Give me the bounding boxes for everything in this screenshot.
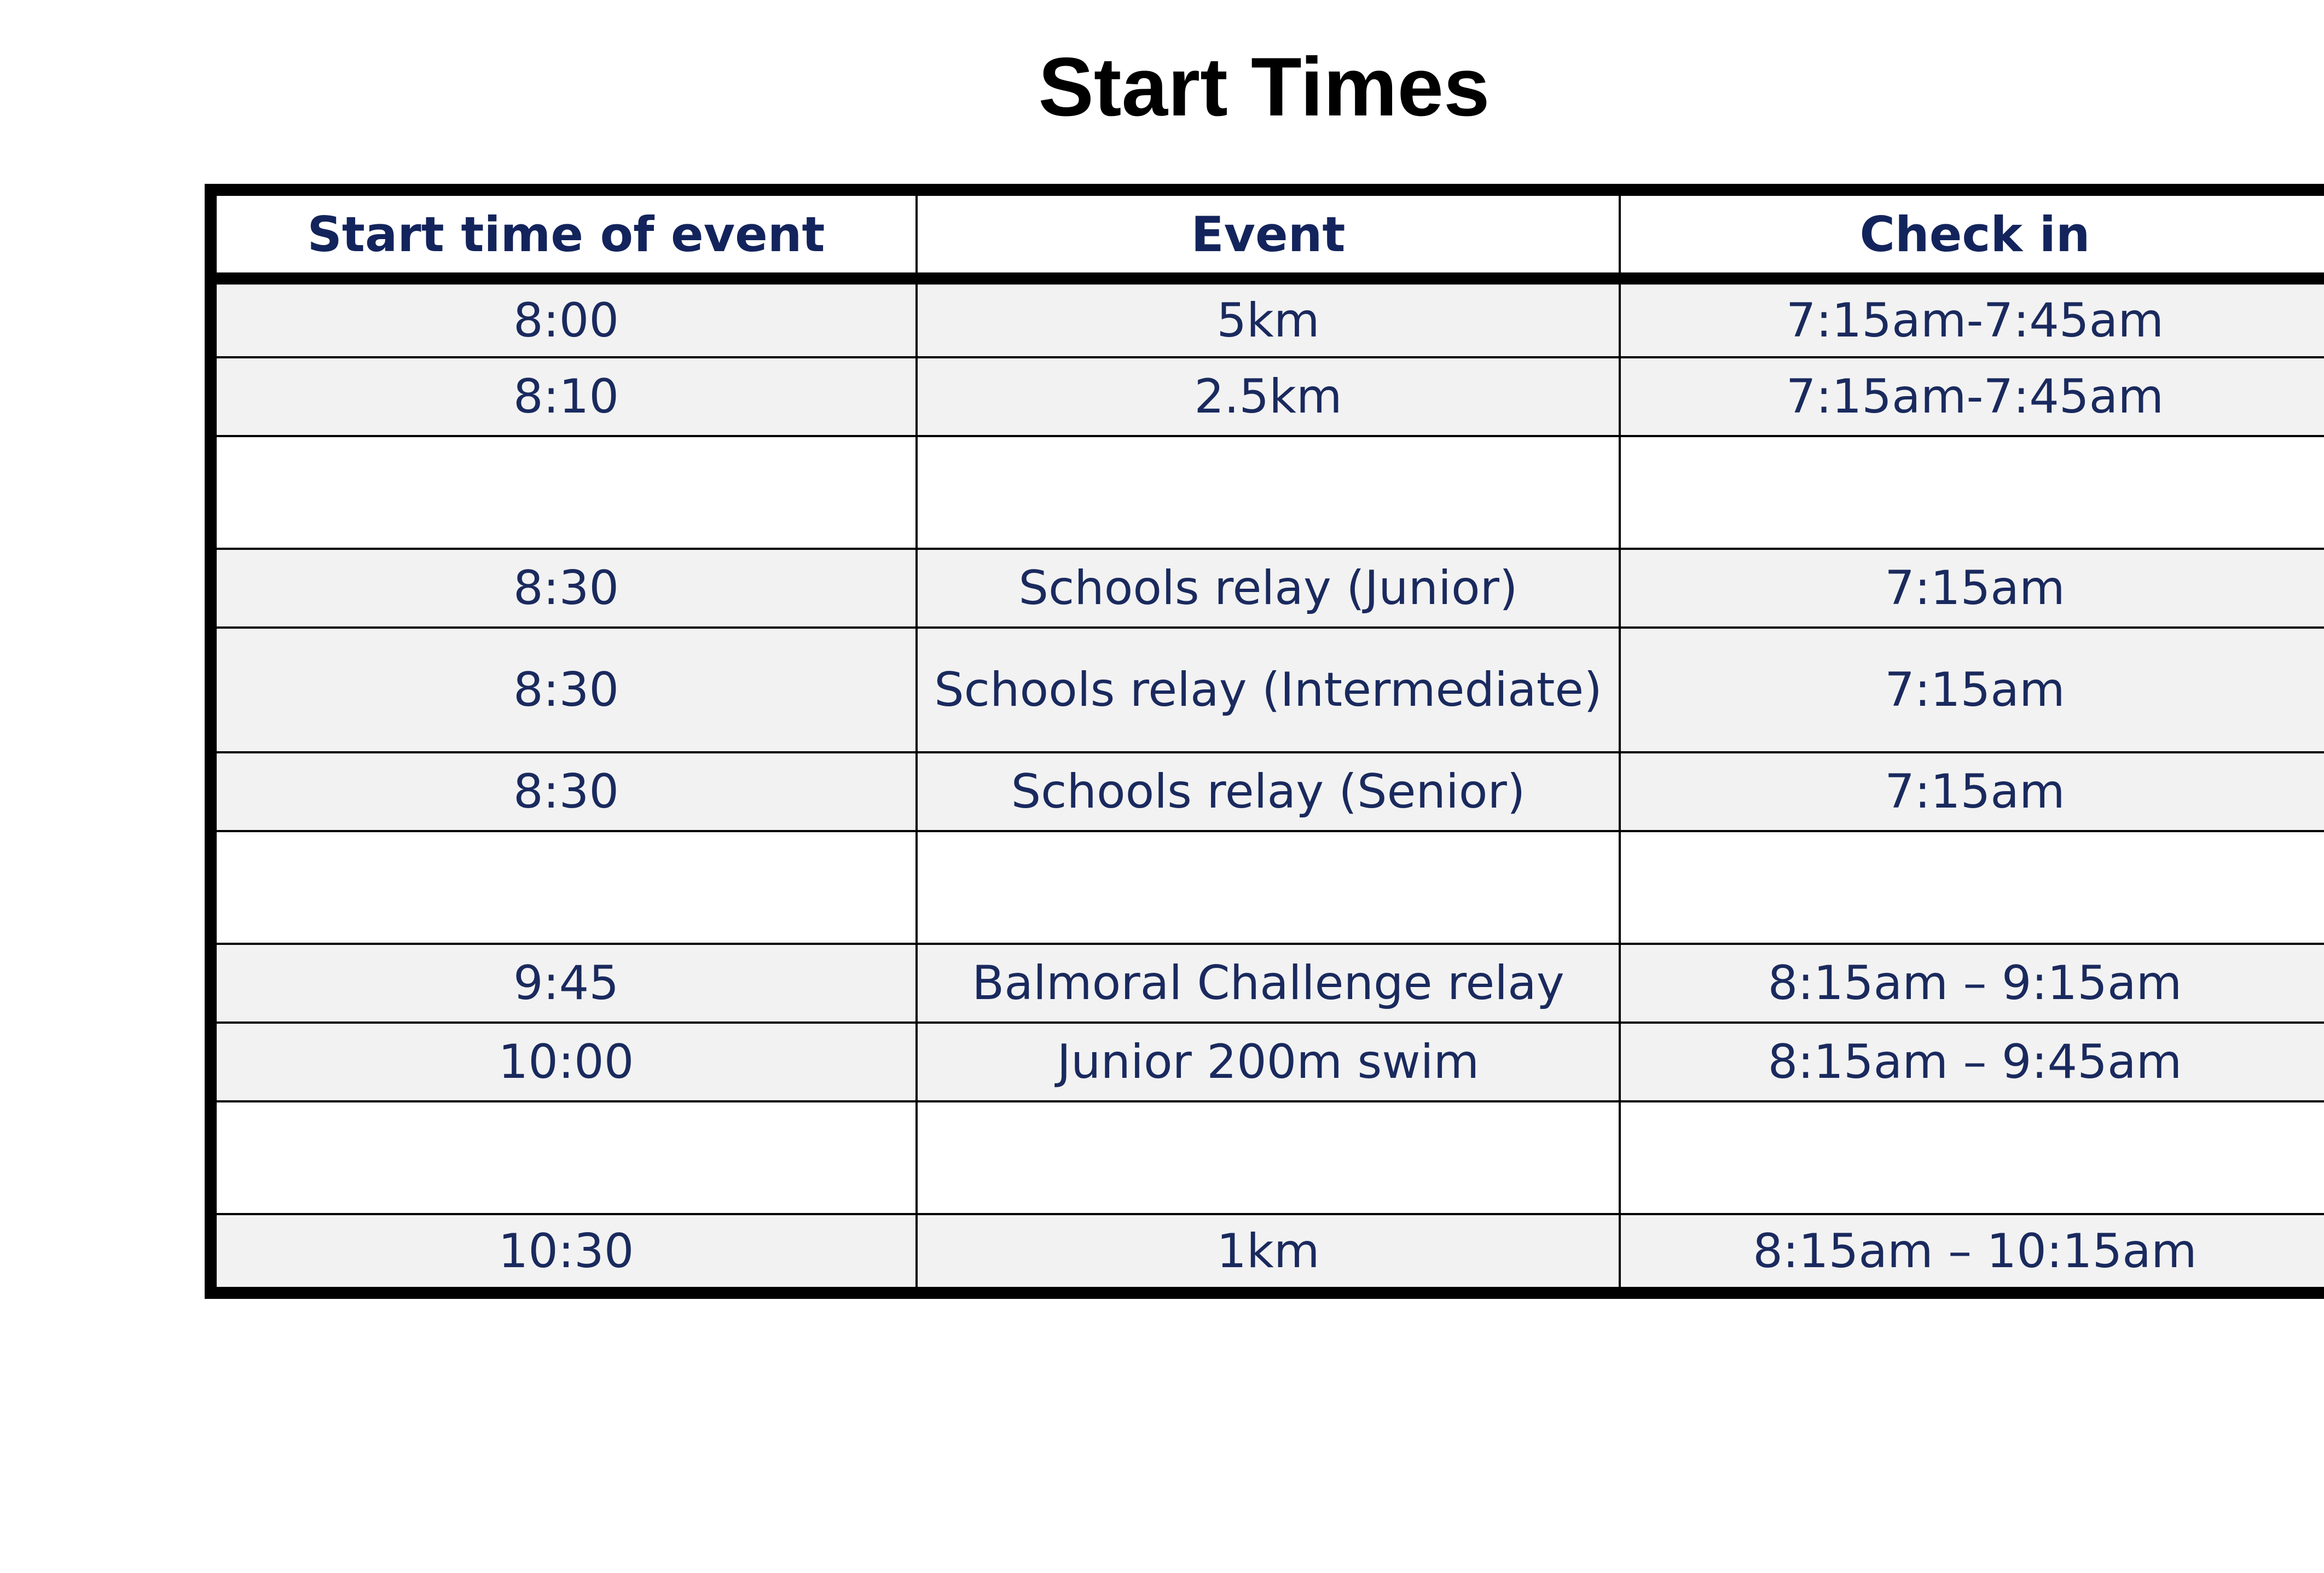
event-cell: Junior 200m swim (917, 1023, 1620, 1101)
check-in-cell (1620, 831, 2324, 944)
page-title: Start Times (1038, 40, 1490, 133)
event-cell: Balmoral Challenge relay (917, 944, 1620, 1023)
check-in-cell: 8:15am – 9:45am (1620, 1023, 2324, 1101)
table-row-spacer (211, 1101, 2324, 1214)
table-row (211, 1023, 2324, 1101)
check-in-cell: 7:15am-7:45am (1620, 278, 2324, 357)
start-times-table (205, 184, 2324, 1299)
start-time-cell: 10:00 (211, 1023, 917, 1101)
table-row-spacer (211, 436, 2324, 549)
table-row (211, 549, 2324, 628)
table-row (211, 1214, 2324, 1293)
start-time-cell: 8:30 (211, 549, 917, 628)
column-header-start-time: Start time of event (211, 190, 917, 278)
event-cell: Schools relay (Junior) (917, 549, 1620, 628)
check-in-cell: 7:15am-7:45am (1620, 357, 2324, 436)
start-time-cell (211, 436, 917, 549)
start-time-cell (211, 831, 917, 944)
event-cell (917, 436, 1620, 549)
check-in-cell (1620, 436, 2324, 549)
table-row-spacer (211, 831, 2324, 944)
check-in-cell: 8:15am – 10:15am (1620, 1214, 2324, 1293)
check-in-cell: 7:15am (1620, 628, 2324, 752)
event-cell: Schools relay (Intermediate) (917, 628, 1620, 752)
event-cell: 2.5km (917, 357, 1620, 436)
check-in-cell: 8:15am – 9:15am (1620, 944, 2324, 1023)
column-header-event: Event (917, 190, 1620, 278)
check-in-cell: 7:15am (1620, 752, 2324, 831)
start-time-cell: 8:30 (211, 752, 917, 831)
start-time-cell (211, 1101, 917, 1214)
start-time-cell: 9:45 (211, 944, 917, 1023)
table-row (211, 278, 2324, 357)
event-cell: Schools relay (Senior) (917, 752, 1620, 831)
table-row (211, 628, 2324, 752)
start-time-cell: 8:30 (211, 628, 917, 752)
start-time-cell: 8:00 (211, 278, 917, 357)
check-in-cell (1620, 1101, 2324, 1214)
event-cell (917, 831, 1620, 944)
table-header-row (211, 190, 2324, 278)
check-in-cell: 7:15am (1620, 549, 2324, 628)
table-row (211, 944, 2324, 1023)
column-header-check-in: Check in (1620, 190, 2324, 278)
event-cell: 1km (917, 1214, 1620, 1293)
table-row (211, 752, 2324, 831)
event-cell: 5km (917, 278, 1620, 357)
event-cell (917, 1101, 1620, 1214)
start-time-cell: 10:30 (211, 1214, 917, 1293)
start-time-cell: 8:10 (211, 357, 917, 436)
table-row (211, 357, 2324, 436)
